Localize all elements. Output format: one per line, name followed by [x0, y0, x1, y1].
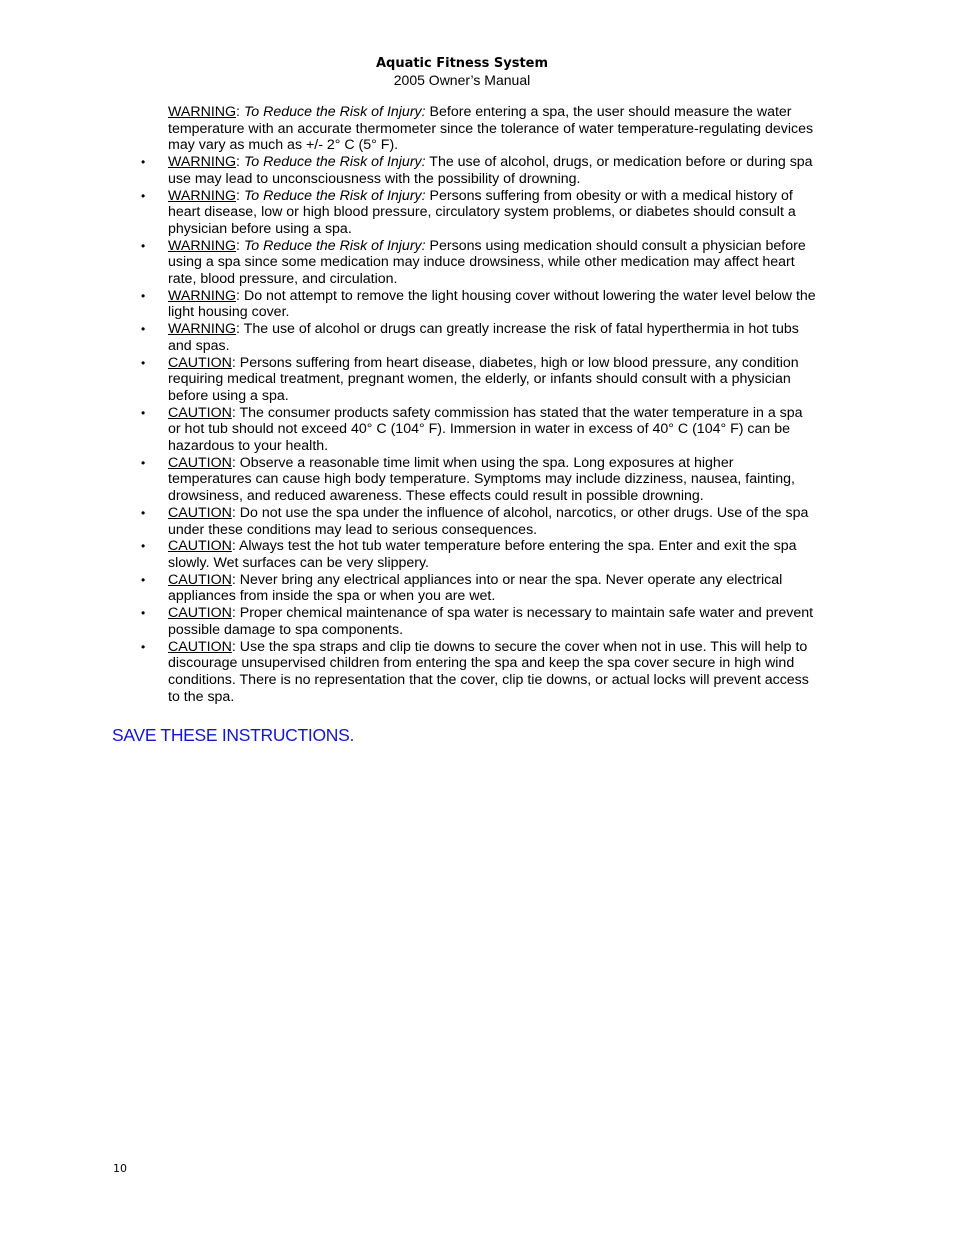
- safety-emphasis: To Reduce the Risk of Injury:: [240, 154, 426, 171]
- bullet: •: [141, 639, 146, 654]
- safety-item-11: [141, 538, 816, 571]
- safety-emphasis: To Reduce the Risk of Injury:: [240, 104, 426, 120]
- bullet: •: [141, 238, 146, 253]
- safety-text: The use of alcohol, drugs, or medication before or during spa use may lead to unconsciousness with the possibility of drowning.: [168, 154, 813, 187]
- label-colon: :: [236, 321, 240, 338]
- safety-item-1: [168, 104, 816, 154]
- label-colon: :: [231, 638, 236, 655]
- safety-text: Always test the hot tub water temperature before entering the spa. Enter and exit the spa slowly. Wet surfaces can be very slippery.: [168, 538, 797, 571]
- bullet: •: [141, 188, 146, 203]
- safety-item-2: [141, 154, 816, 187]
- safety-label: CAUTION: [168, 571, 232, 588]
- label-colon: :: [236, 154, 240, 171]
- bullet: •: [141, 539, 146, 554]
- safety-label: CAUTION: [168, 454, 232, 471]
- safety-list: [141, 104, 816, 705]
- safety-text: Before entering a spa, the user should measure the water temperature with an accurate thermometer since the tolerance of water temperature-regulating devices may vary as much as +/- 2° C (5° F).: [168, 104, 814, 154]
- safety-label: CAUTION: [168, 638, 232, 655]
- safety-item-5: [141, 287, 816, 321]
- bullet: •: [141, 606, 146, 621]
- safety-text: Persons using medication should consult a physician before using a spa since some medication may induce drowsiness, while other medication may affect heart rate, blood pressure, and circulation.: [168, 237, 806, 288]
- label-colon: :: [231, 605, 236, 622]
- label-colon: :: [231, 454, 236, 471]
- label-colon: :: [231, 504, 236, 521]
- safety-label: CAUTION: [168, 354, 232, 371]
- safety-item-4: [141, 237, 816, 288]
- safety-label: CAUTION: [168, 404, 232, 421]
- safety-text: Persons suffering from obesity or with a medical history of heart disease, low or high blood pressure, circulatory system problems, or diabetes should consult a physician before using a spa.: [168, 187, 796, 237]
- label-colon: :: [236, 237, 240, 254]
- page-header: [0, 55, 924, 89]
- label-colon: :: [236, 187, 240, 204]
- safety-item-3: [141, 187, 816, 238]
- safety-item-9: [141, 454, 816, 505]
- label-colon: :: [236, 104, 240, 120]
- page-number: 10: [113, 1162, 127, 1175]
- safety-item-7: [141, 354, 816, 405]
- label-colon: :: [231, 538, 236, 555]
- safety-label: CAUTION: [168, 605, 232, 622]
- safety-text: Proper chemical maintenance of spa water is necessary to maintain safe water and prevent possible damage to spa components.: [168, 605, 814, 638]
- safety-text: The use of alcohol or drugs can greatly increase the risk of fatal hyperthermia in hot tubs and spas.: [168, 321, 799, 354]
- safety-text: Use the spa straps and clip tie downs to secure the cover when not in use. This will help to discourage unsupervised children from entering the spa and keep the spa cover secure in high wind conditions. There is no representation that the cover, clip tie downs, or actual locks will prevent access to the spa.: [168, 638, 809, 705]
- safety-item-8: [141, 404, 816, 455]
- safety-text: Persons suffering from heart disease, diabetes, high or low blood pressure, any condition requiring medical treatment, pregnant women, the elderly, or infants should consult with a physician before using a spa.: [168, 354, 799, 404]
- safety-label: WARNING: [168, 237, 237, 254]
- label-colon: :: [236, 287, 240, 304]
- bullet: •: [141, 155, 146, 170]
- safety-label: WARNING: [168, 154, 237, 171]
- bullet: •: [141, 405, 146, 420]
- document-subtitle: 2005 Owner’s Manual: [393, 72, 531, 88]
- safety-item-6: [141, 321, 816, 354]
- safety-label: WARNING: [168, 187, 237, 204]
- bullet: •: [141, 355, 146, 370]
- safety-label: WARNING: [168, 321, 237, 338]
- safety-item-10: [141, 504, 816, 538]
- bullet: •: [141, 505, 146, 520]
- bullet: •: [141, 322, 146, 337]
- document-title: Aquatic Fitness System: [375, 56, 549, 71]
- safety-label: WARNING: [168, 287, 237, 304]
- bullet: •: [141, 288, 146, 303]
- bullet: •: [141, 572, 146, 587]
- safety-item-13: [141, 605, 816, 638]
- safety-item-12: [141, 571, 816, 605]
- safety-item-14: [141, 638, 816, 706]
- safety-text: Do not use the spa under the influence of alcohol, narcotics, or other drugs. Use of the spa under these conditions may lead to serious consequences.: [168, 504, 809, 538]
- safety-text: Observe a reasonable time limit when using the spa. Long exposures at higher temperatures can cause high body temperature. Symptoms may include dizziness, nausea, fainting, drowsiness, and reduced awareness. These effects could result in possible drowning.: [168, 454, 795, 505]
- safety-label: CAUTION: [168, 504, 232, 521]
- label-colon: :: [231, 571, 236, 588]
- safety-emphasis: To Reduce the Risk of Injury:: [240, 237, 426, 254]
- bullet: •: [141, 455, 146, 470]
- save-instructions-heading: SAVE THESE INSTRUCTIONS.: [112, 725, 355, 745]
- safety-label: WARNING: [168, 104, 237, 120]
- safety-text: The consumer products safety commission has stated that the water temperature in a spa or hot tub should not exceed 40° C (104° F). Immersion in water in excess of 40° C (104° F) can be hazardous to your health.: [168, 404, 803, 455]
- safety-label: CAUTION: [168, 538, 232, 555]
- safety-text: Do not attempt to remove the light housing cover without lowering the water level below the light housing cover.: [168, 287, 816, 321]
- safety-text: Never bring any electrical appliances into or near the spa. Never operate any electrical appliances from inside the spa or when you are wet.: [168, 571, 783, 605]
- safety-emphasis: To Reduce the Risk of Injury:: [240, 187, 426, 204]
- label-colon: :: [231, 404, 236, 421]
- label-colon: :: [231, 354, 236, 371]
